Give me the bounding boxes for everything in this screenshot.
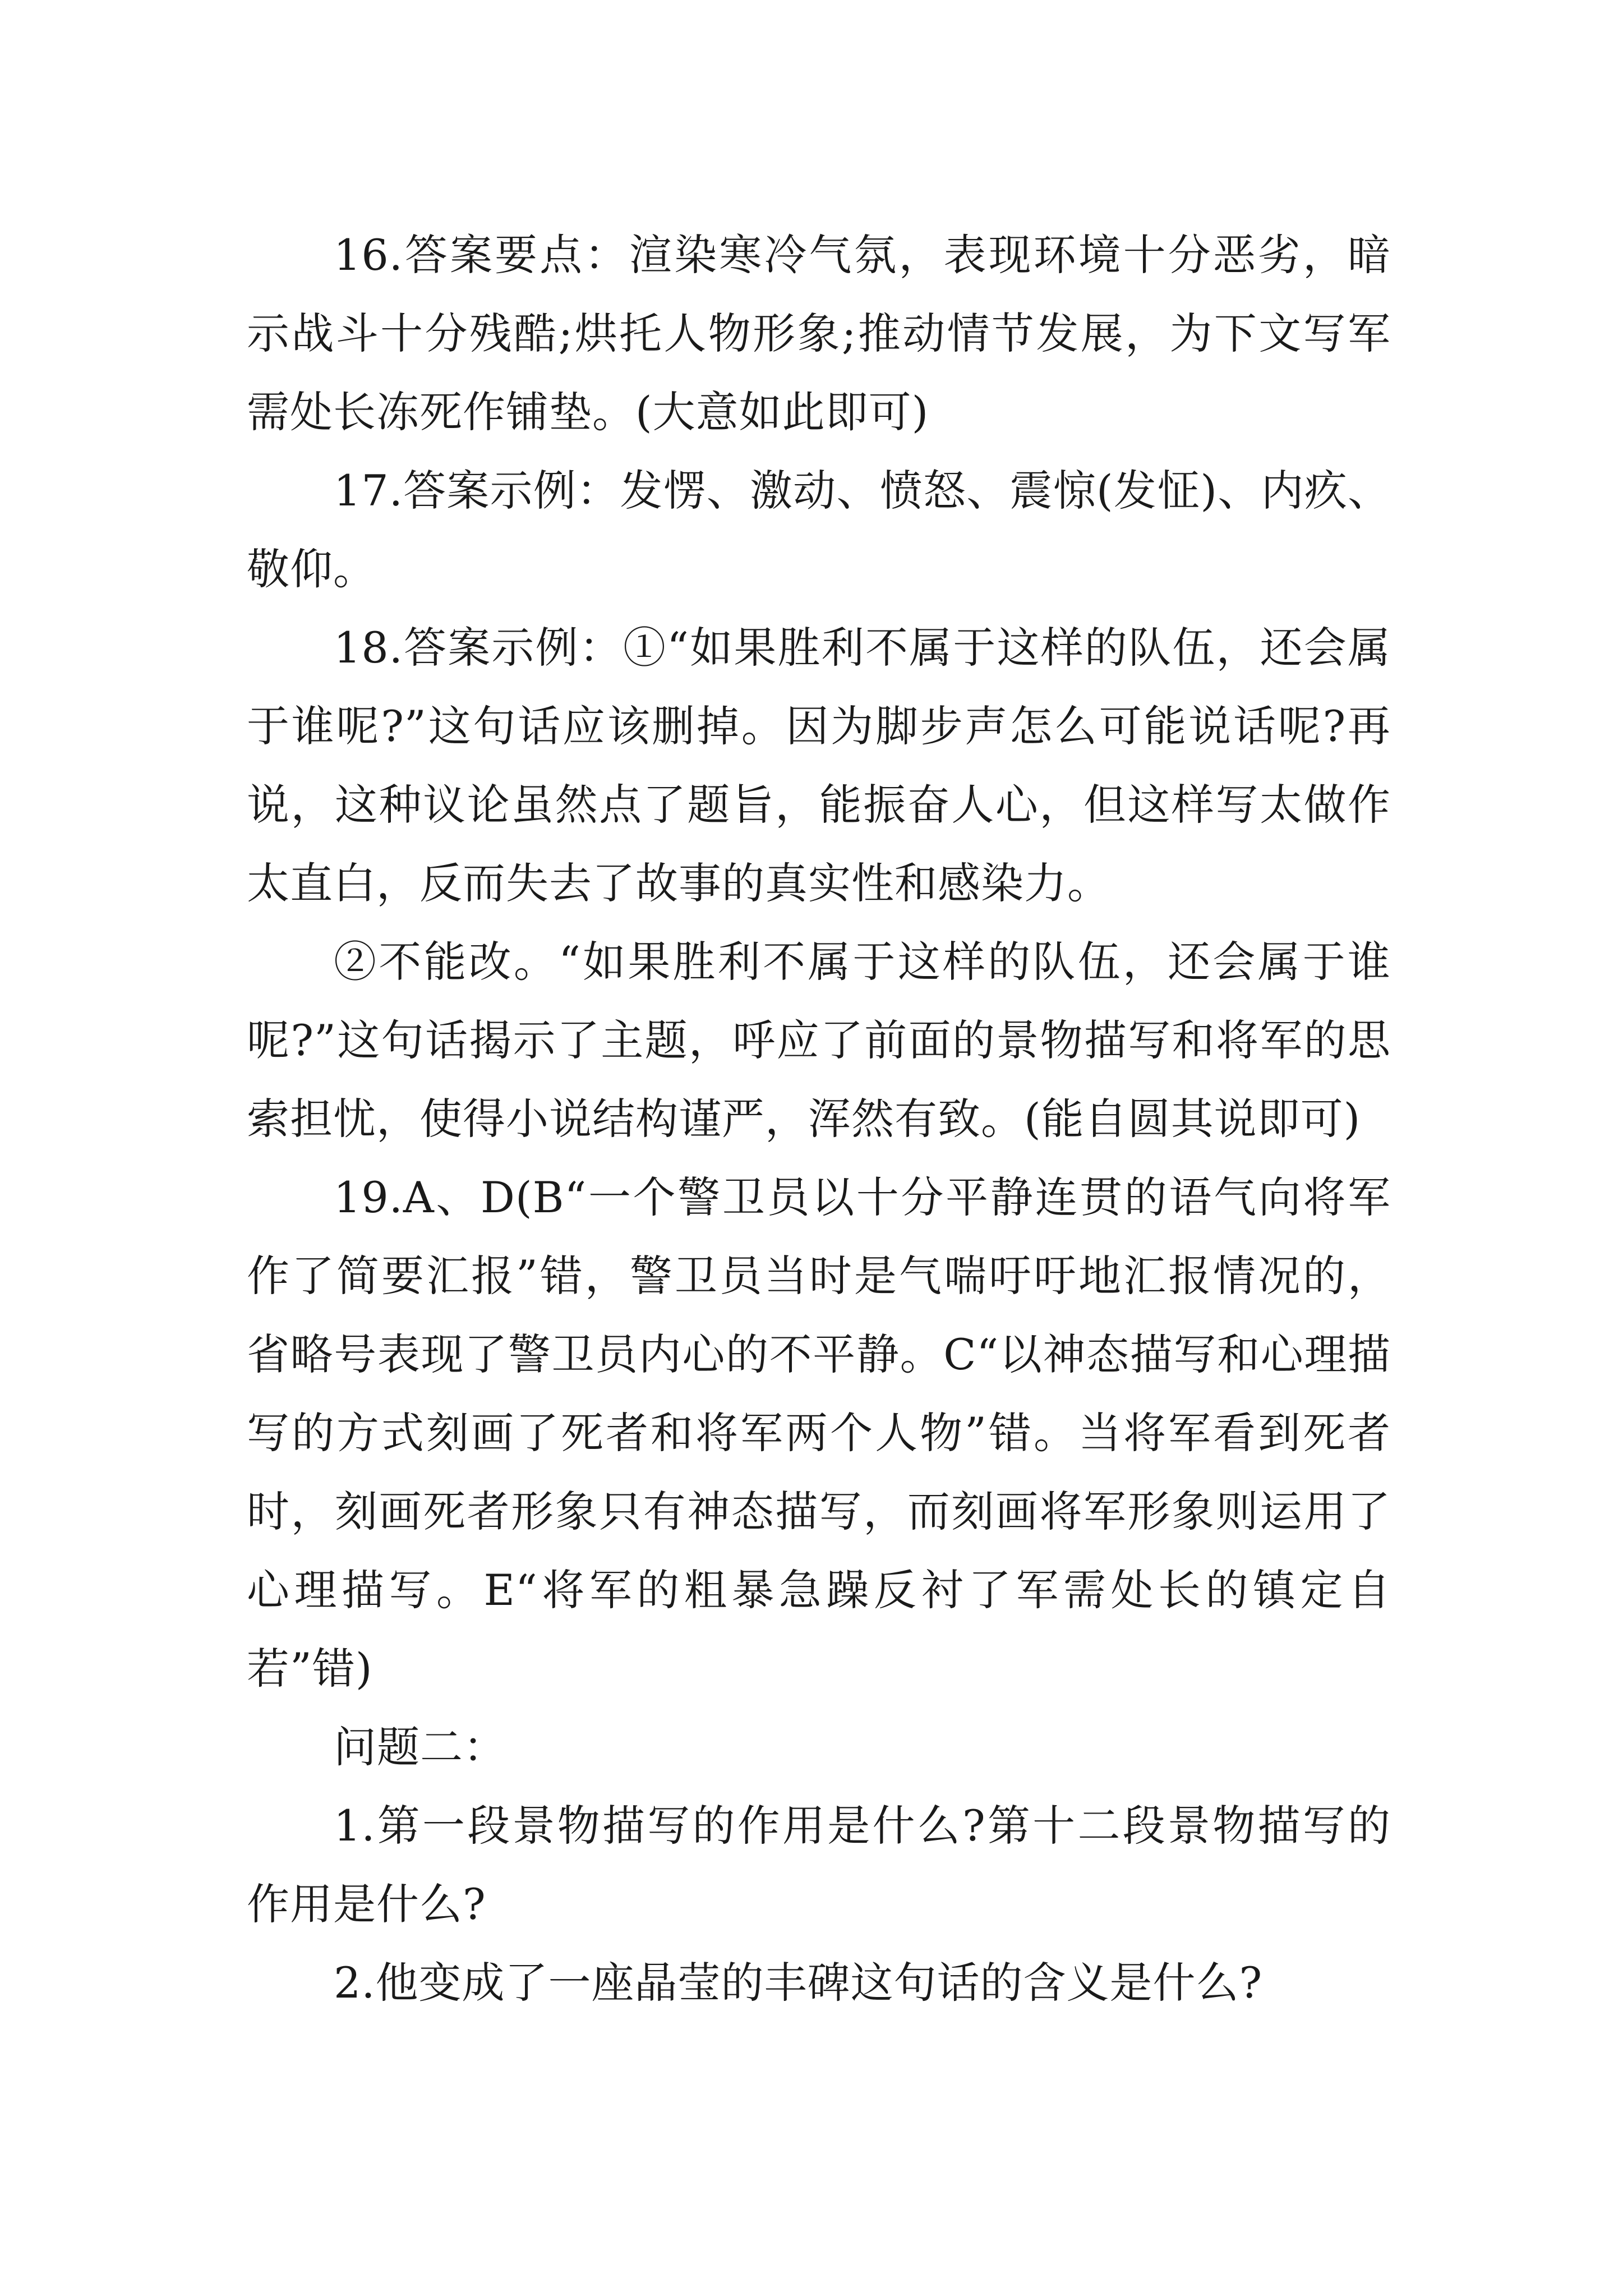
answer-17-paragraph: 17.答案示例：发愣、激动、愤怒、震惊(发怔)、内疚、敬仰。 (247, 466, 1391, 594)
answer-18-part2-paragraph: ②不能改。“如果胜利不属于这样的队伍，还会属于谁呢?”这句话揭示了主题，呼应了前面的景物描写和将军的思索担忧，使得小说结构谨严，浑然有致。(能自圆其说即可) (247, 937, 1391, 1144)
answer-18-paragraph: 18.答案示例：①“如果胜利不属于这样的队伍，还会属于谁呢?”这句话应该删掉。因为脚步声怎么可能说话呢?再说，这种议论虽然点了题旨，能振奋人心，但这样写太做作太直白，反而失去了故事的真实性和感染力。 (247, 623, 1391, 908)
question-1-paragraph: 1.第一段景物描写的作用是什么?第十二段景物描写的作用是什么? (247, 1801, 1391, 1929)
question-two-heading: 问题二： (334, 1722, 506, 1772)
question-2-paragraph: 2.他变成了一座晶莹的丰碑这句话的含义是什么? (334, 1958, 1263, 2008)
document-body (247, 216, 1391, 2022)
answer-16-paragraph: 16.答案要点：渲染寒冷气氛，表现环境十分恶劣，暗示战斗十分残酷;烘托人物形象;推动情节发展，为下文写军需处长冻死作铺垫。(大意如此即可) (247, 230, 1391, 437)
answer-19-paragraph: 19.A、D(B“一个警卫员以十分平静连贯的语气向将军作了简要汇报”错，警卫员当时是气喘吁吁地汇报情况的，省略号表现了警卫员内心的不平静。C“以神态描写和心理描写的方式刻画了死者和将军两个人物”错。当将军看到死者时，刻画死者形象只有神态描写，而刻画将军形象则运用了心理描写。E“将军的粗暴急躁反衬了军需处长的镇定自若”错) (247, 1172, 1391, 1694)
